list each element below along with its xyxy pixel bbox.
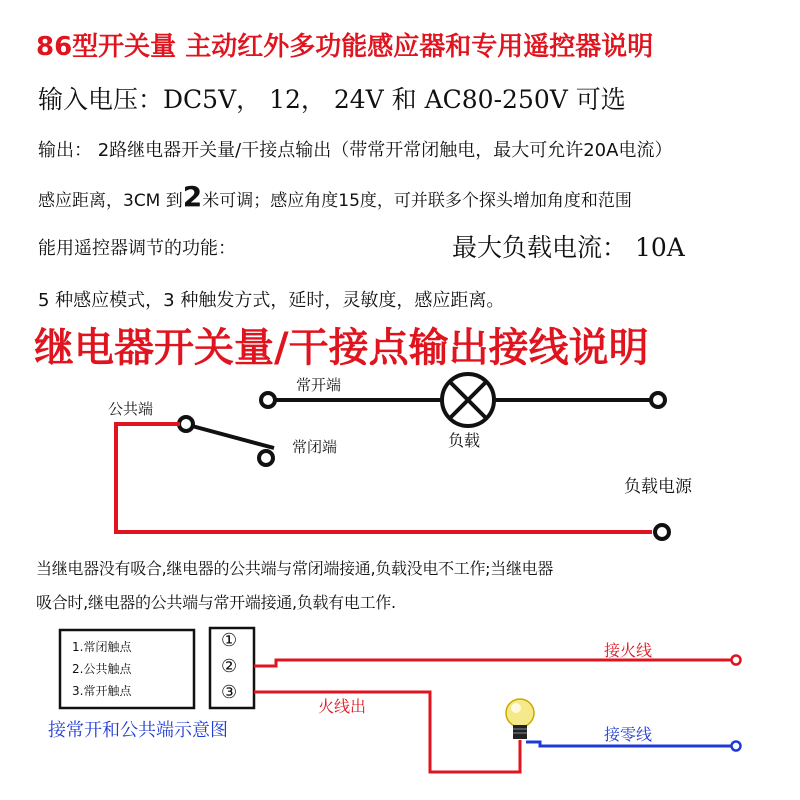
output-spec: 输出： 2路继电器开关量/干接点输出（带常开常闭触电，最大可允许20A电流）	[38, 140, 673, 161]
explanation-line-2: 吸合时,继电器的公共端与常开端接通,负载有电工作.	[36, 593, 396, 612]
distance-spec-start: 感应距离，3CM 到	[38, 191, 183, 211]
remote-functions-label: 能用遥控器调节的功能：	[38, 238, 236, 259]
no-label: 常开端	[296, 376, 342, 394]
light-bulb-icon	[506, 699, 534, 739]
power-label: 负载电源	[624, 477, 692, 497]
max-load-current: 最大负载电流： 10A	[452, 233, 685, 262]
terminal-item-no: 3.常开触点	[72, 684, 132, 698]
distance-spec-big: 2	[182, 180, 203, 213]
neutral-label: 接零线	[604, 725, 653, 744]
sensing-modes-spec: 5 种感应模式，3 种触发方式，延时，灵敏度，感应距离。	[38, 290, 505, 311]
load-label: 负载	[448, 431, 481, 450]
terminal-item-common: 2.公共触点	[72, 662, 132, 676]
terminal-number-1: ①	[221, 630, 238, 651]
live-in-end	[732, 656, 741, 665]
wiring-section-title: 继电器开关量/干接点输出接线说明	[34, 325, 649, 371]
common-label: 公共端	[108, 400, 154, 418]
terminal-item-nc: 1.常闭触点	[72, 640, 132, 654]
live-in-wire	[254, 660, 732, 666]
live-in-label: 接火线	[604, 641, 653, 660]
live-out-label: 火线出	[318, 697, 367, 716]
terminal-number-2: ②	[221, 656, 238, 677]
page-title: 86型开关量 主动红外多功能感应器和专用遥控器说明	[36, 32, 654, 62]
live-out-wire	[254, 692, 520, 772]
nc-label: 常闭端	[292, 438, 338, 456]
neutral-end	[732, 742, 741, 751]
diagram-caption: 接常开和公共端示意图	[48, 720, 228, 741]
distance-spec-rest: 米可调；感应角度15度，可并联多个探头增加角度和范围	[202, 191, 632, 211]
terminal-number-3: ③	[221, 682, 238, 703]
input-voltage-spec: 输入电压：DC5V， 12， 24V 和 AC80-250V 可选	[38, 85, 626, 114]
explanation-line-1: 当继电器没有吸合,继电器的公共端与常闭端接通,负载没电不工作;当继电器	[36, 559, 554, 578]
